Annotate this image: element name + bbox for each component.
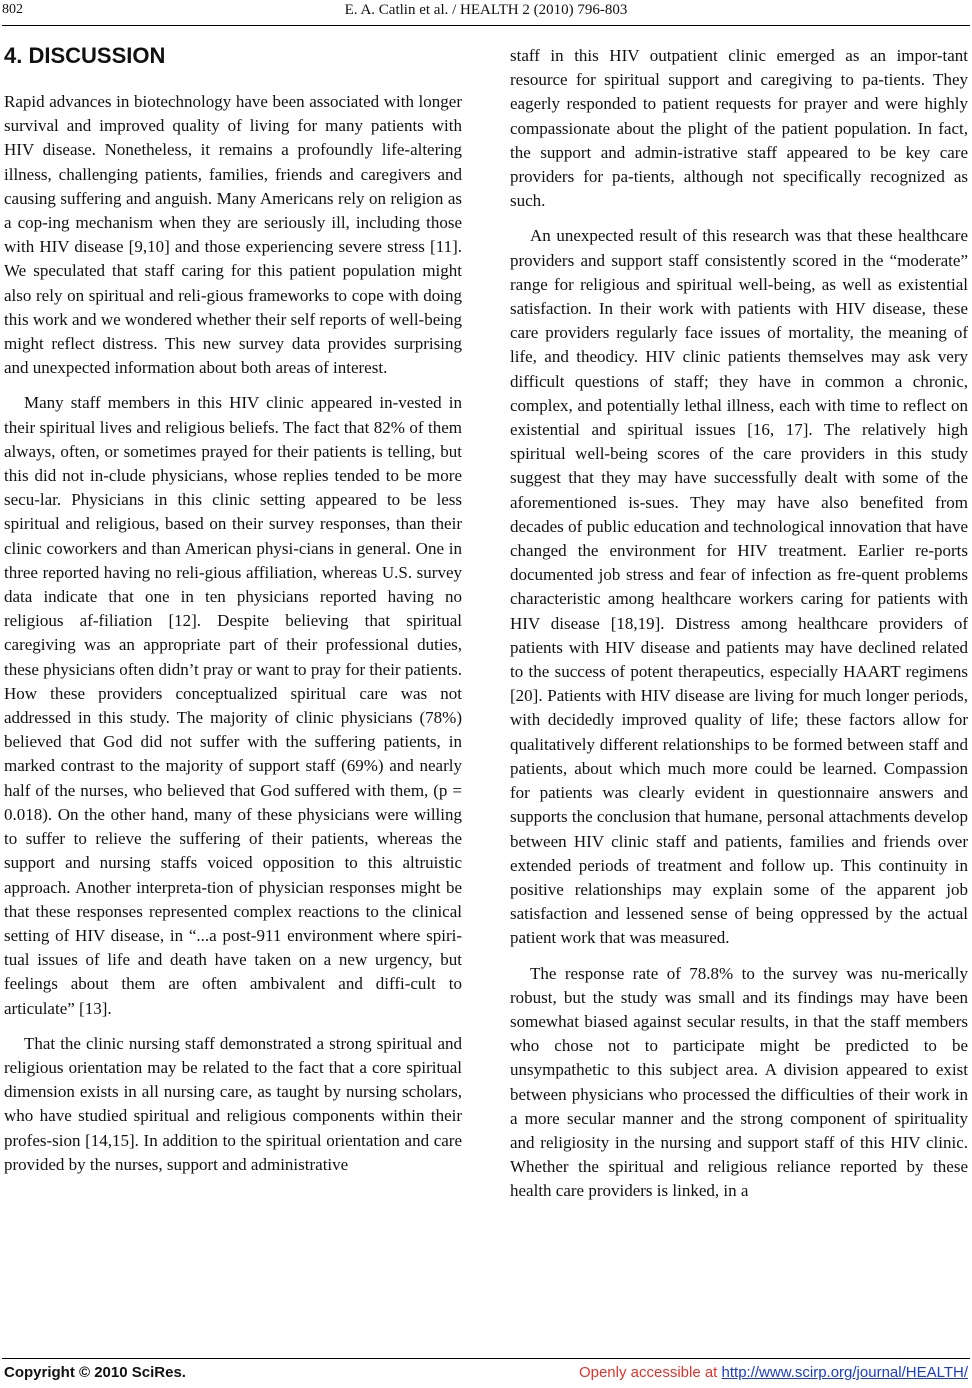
paragraph: That the clinic nursing staff demonstrated a strong spiritual and religious orientation may be related to the fact that a core spiritual dimension exists in all nursing care, as taught by nursing scholars, who have studied spiritual and religious components within their profes-sion [14,15]. In addition to the spiritual orientation and care provided by the nurses, support and administrative [4, 1033, 462, 1174]
copyright-notice: Copyright © 2010 SciRes. [4, 1364, 186, 1381]
paragraph: Many staff members in this HIV clinic appeared in-vested in their spiritual lives and religious beliefs. The fact that 82% of them always, often, or sometimes prayed for their patients is telling, but this did not in-clude physicians, whose replies tended to be more secu-lar. Physicians in this clinic setting appeared to be less spiritual and religious, based on their survey responses, than their clinic coworkers and than American physi-cians in general. One in three reported having no reli-gious affiliation, whereas U.S. survey data indicate that one in ten physicians reported having no religious af-filiation [12]. Despite believing that spiritual caregiving was an appropriate part of their professional duties, these physicians often didn’t pray or want to pray for their patients. How these providers conceptualized spiritual care was not addressed in this study. The majority of clinic physicians (78%) believed that God did not suffer with the suffering patients, in marked contrast to the majority of support staff (69%) and nearly half of the nurses, who believed that God suffered with them, (p = 0.018). On the other hand, many of these physicians were willing to suffer to relieve the suffering of their patients, whereas the support and nursing staffs voiced opposition to this altruistic approach. Another interpreta-tion of physician responses might be that these responses represented complex reactions to the clinical setting of HIV disease, in “...a post-911 environment where spiri-tual issues of life and death have taken on a new urgency, but feelings about them are often ambivalent and diffi-cult to articulate” [13]. [4, 393, 462, 1018]
journal-link[interactable]: http://www.scirp.org/journal/HEALTH/ [721, 1364, 968, 1381]
paragraph: staff in this HIV outpatient clinic emerged as an impor-tant resource for spiritual support and caregiving to pa-tients. They eagerly responded to patient requests for prayer and were highly compassionate about the plight of the patient population. In fact, the support and admin-istrative staff appeared to be key care providers for pa-tients, although not specifically recognized as such. [510, 46, 968, 211]
section-heading: 4. DISCUSSION [4, 43, 166, 68]
footer-rule [2, 1358, 970, 1359]
access-label: Openly accessible at [578, 1364, 722, 1381]
right-column [510, 44, 968, 1204]
access-notice [579, 1364, 968, 1381]
page-header [0, 0, 972, 26]
paragraph: Rapid advances in biotechnology have been associated with longer survival and improved quality of living for many patients with HIV disease. Nonetheless, it remains a profoundly life-altering illness, challenging patients, families, friends and caregivers and causing suffering and anguish. Many Americans rely on religion as a cop-ing mechanism when they are seriously ill, including those with HIV disease [9,10] and those experiencing severe stress [11]. We speculated that staff caring for this patient population might also rely on spiritual and reli-gious frameworks to cope with doing this work and we wondered whether their self reports of well-being might reflect distress. This new survey data provides surprising and unexpected information about both areas of interest. [4, 92, 462, 378]
left-column [4, 42, 462, 1177]
page-footer [0, 1352, 972, 1388]
paragraph: An unexpected result of this research was that these healthcare providers and support staff consistently scored in the “moderate” range for religious and spiritual well-being, as well as existential satisfaction. In their work with patients with HIV disease, these care providers regularly face issues of mortality, the meaning of life, and theodicy. HIV clinic patients themselves may ask very difficult questions of staff; they have in common a chronic, complex, and potentially lethal illness, each with time to reflect on existential and spiritual issues [16, 17]. The relatively high spiritual well-being scores of the care providers in this study suggest that they may have successfully dealt with some of the aforementioned is-sues. They may have also benefited from decades of public education and technological innovation that have changed the environment for HIV treatment. Earlier re-ports documented job stress and fear of infection as fre-quent problems characteristic among healthcare workers caring for patients with HIV disease [18,19]. Distress among healthcare providers of patients with HIV disease and patients may have declined related to the success of potent therapeutics, especially HAART regimens [20]. Patients with HIV disease are living for much longer periods, with decidedly improved quality of life; these factors allow for qualitatively different relationships to be formed between staff and patients, about which much more could be learned. Compassion for patients was clearly evident in questionnaire answers and supports the conclusion that humane, personal attachments develop between HIV clinic staff and patients, families and friends over extended periods of treatment and follow up. This continuity in positive relationships may explain some of the apparent job satisfaction and lessened sense of being oppressed by the actual patient work that was measured. [510, 226, 968, 948]
header-rule [2, 25, 970, 26]
running-head: E. A. Catlin et al. / HEALTH 2 (2010) 796-803 [344, 2, 628, 18]
page-number: 802 [2, 2, 23, 17]
paragraph: The response rate of 78.8% to the survey was nu-merically robust, but the study was small and its findings may have been somewhat biased against secular results, in that the staff members who chose not to participate might be predicted to be unsympathetic to this subject area. A division appeared to exist between physicians who processed the difficulties of their work in a more secular manner and the strong component of spirituality and religiosity in the nursing and support staff of this HIV clinic. Whether the spiritual and religious reliance reported by these health care providers is linked, in a [510, 963, 968, 1201]
